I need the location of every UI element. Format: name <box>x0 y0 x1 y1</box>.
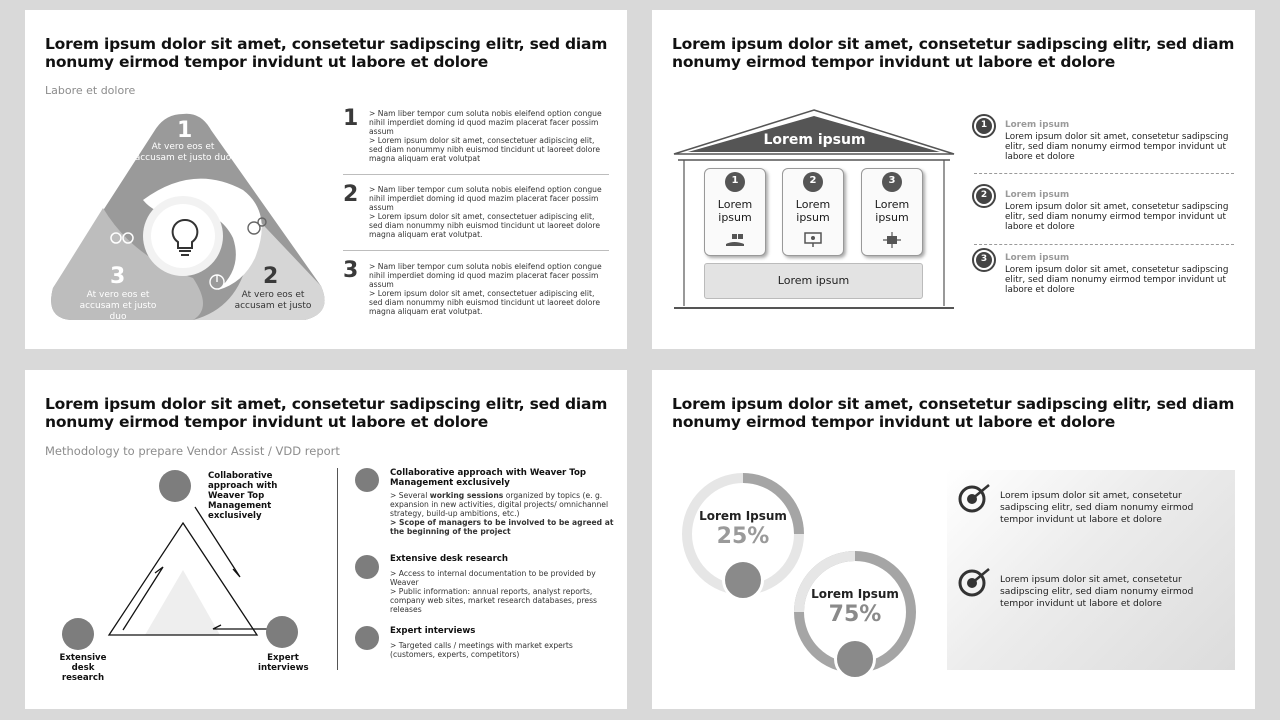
cycle-step-3-text: At vero eos et accusam et justo duo <box>79 290 157 322</box>
gears-icon <box>245 215 269 237</box>
meeting-icon <box>159 470 191 502</box>
item-2-number: 2 <box>980 190 988 200</box>
pillar-3-label: Lorem ipsum <box>874 198 910 224</box>
item-2-head: Lorem ipsum <box>1005 190 1070 200</box>
section-1-bullet-1-bold: working sessions <box>429 491 504 500</box>
processor-icon <box>881 231 903 249</box>
presentation-icon <box>802 232 824 248</box>
list-2-number: 2 <box>343 182 359 207</box>
slide-3-title: Lorem ipsum dolor sit amet, consetetur sadipscing elitr, sed diam nonumy eirmod tempor invidunt ut labore et dolore <box>45 395 608 431</box>
list-1-number: 1 <box>343 106 359 131</box>
interview-icon <box>266 616 298 648</box>
stat-2-label: Lorem Ipsum <box>811 587 899 601</box>
section-2-head: Extensive desk research <box>390 554 509 564</box>
section-2-bullet-2: > Public information: annual reports, analyst reports, company web sites, market research databases, press releases <box>390 587 598 614</box>
stat-1-value: 25% <box>716 524 770 549</box>
list-2-bullet-2: > Lorem ipsum dolor sit amet, consectetuer adipiscing elit, sed diam nonummy nibh euismod tincidunt ut laoreet dolore magna aliquam erat volutpat. <box>369 212 601 239</box>
stats-donuts <box>677 468 927 693</box>
cycle-step-2-text: At vero eos et accusam et justo <box>234 290 312 311</box>
slide-1-title: Lorem ipsum dolor sit amet, consetetur sadipscing elitr, sed diam nonumy eirmod tempor invidunt ut labore et dolore <box>45 35 608 71</box>
section-3-head: Expert interviews <box>390 626 476 636</box>
chart-icon <box>207 272 227 292</box>
target-icon <box>957 482 993 514</box>
divider <box>974 244 1234 245</box>
slide-2[interactable] <box>652 10 1255 349</box>
slide-4[interactable] <box>652 370 1255 709</box>
lightbulb-icon <box>168 217 202 257</box>
section-1-bullet-1-pre: > Several <box>390 491 430 500</box>
section-3-icon <box>355 626 379 650</box>
hand-boxes-icon <box>724 232 746 248</box>
list-3-bullet-2: > Lorem ipsum dolor sit amet, consectetuer adipiscing elit, sed diam nonummy nibh euismod tincidunt ut laoreet dolore magna aliquam erat volutpat. <box>369 289 601 316</box>
slide-4-title: Lorem ipsum dolor sit amet, consetetur sadipscing elitr, sed diam nonumy eirmod tempor invidunt ut labore et dolore <box>672 395 1235 431</box>
section-1-bullet-1 <box>390 491 615 518</box>
slide-1-subtitle: Labore et dolore <box>45 84 136 97</box>
list-2-bullet-1: > Nam liber tempor cum soluta nobis eleifend option congue nihil imperdiet doming id quod mazim placerat facer possim assum <box>369 185 602 212</box>
pillar-1-number: 1 <box>731 175 739 186</box>
binoculars-icon <box>110 228 134 244</box>
target-icon <box>957 566 993 598</box>
divider <box>974 173 1234 174</box>
slide-2-title: Lorem ipsum dolor sit amet, consetetur sadipscing elitr, sed diam nonumy eirmod tempor invidunt ut labore et dolore <box>672 35 1235 71</box>
house-base-label: Lorem ipsum <box>777 274 850 287</box>
slide-3[interactable] <box>25 370 627 709</box>
cycle-step-2-number: 2 <box>263 264 279 289</box>
researcher-icon <box>62 618 94 650</box>
list-2-text <box>369 185 609 239</box>
node-right-label: Expert interviews <box>258 653 309 673</box>
list-3-text <box>369 262 609 316</box>
team-icon <box>834 638 876 680</box>
divider <box>343 250 609 251</box>
item-1-head: Lorem ipsum <box>1005 120 1070 130</box>
section-1-head: Collaborative approach with Weaver Top Management exclusively <box>390 468 587 488</box>
section-1-bullet-1-post: organized by topics (e. g. expansion in new activities, digital projects/ omnichannel strategy, build-up ambitions, etc.) <box>390 491 609 518</box>
item-2-text: Lorem ipsum dolor sit amet, consetetur sadipscing elitr, sed diam nonumy eirmod tempor invidunt ut labore et dolore <box>1005 202 1229 232</box>
pillar-3-number: 3 <box>888 175 896 186</box>
cycle-step-1-number: 1 <box>177 118 193 143</box>
item-1-text: Lorem ipsum dolor sit amet, consetetur sadipscing elitr, sed diam nonumy eirmod tempor invidunt ut labore et dolore <box>1005 132 1229 162</box>
section-2-icon <box>355 555 379 579</box>
item-3-number: 3 <box>980 254 988 264</box>
list-1-text <box>369 109 609 163</box>
cycle-step-1-text: At vero eos et accusam et justo duo <box>134 142 232 163</box>
item-3-head: Lorem ipsum <box>1005 253 1070 263</box>
stat-1-label: Lorem Ipsum <box>699 509 787 523</box>
node-left-label: Extensive desk research <box>59 653 107 683</box>
list-3-number: 3 <box>343 258 359 283</box>
section-1-icon <box>355 468 379 492</box>
slide-3-subtitle: Methodology to prepare Vendor Assist / VDD report <box>45 444 340 458</box>
section-3-bullet-1: > Targeted calls / meetings with market experts (customers, experts, competitors) <box>390 641 573 659</box>
vertical-divider <box>337 468 338 670</box>
node-top-label: Collaborative approach with Weaver Top Management exclusively <box>208 471 278 521</box>
stat-2-value: 75% <box>828 602 882 627</box>
cycle-step-3-number: 3 <box>110 264 126 289</box>
pillar-2-number: 2 <box>809 175 817 186</box>
house-roof-label: Lorem ipsum <box>763 132 866 148</box>
list-1-bullet-1: > Nam liber tempor cum soluta nobis eleifend option congue nihil imperdiet doming id quod mazim placerat facer possim assum <box>369 109 602 136</box>
network-people-icon <box>722 559 764 601</box>
item-3-text: Lorem ipsum dolor sit amet, consetetur sadipscing elitr, sed diam nonumy eirmod tempor invidunt ut labore et dolore <box>1005 265 1229 295</box>
section-1-bullet-2: > Scope of managers to be involved to be agreed at the beginning of the project <box>390 518 614 536</box>
pillar-2-label: Lorem ipsum <box>795 198 831 224</box>
slide-1[interactable] <box>25 10 627 349</box>
item-1-number: 1 <box>980 120 988 130</box>
item-2-text: Lorem ipsum dolor sit amet, consetetur sadipscing elitr, sed diam nonumy eirmod tempor invidunt ut labore et dolore <box>1000 574 1194 609</box>
list-3-bullet-1: > Nam liber tempor cum soluta nobis eleifend option congue nihil imperdiet doming id quod mazim placerat facer possim assum <box>369 262 602 289</box>
item-1-text: Lorem ipsum dolor sit amet, consetetur sadipscing elitr, sed diam nonumy eirmod tempor invidunt ut labore et dolore <box>1000 490 1194 525</box>
divider <box>343 174 609 175</box>
section-2-bullet-1: > Access to internal documentation to be provided by Weaver <box>390 569 596 587</box>
list-1-bullet-2: > Lorem ipsum dolor sit amet, consectetuer adipiscing elit, sed diam nonummy nibh euismod tincidunt ut laoreet dolore magna aliquam erat volutpat <box>369 136 601 163</box>
pillar-1-label: Lorem ipsum <box>717 198 753 224</box>
